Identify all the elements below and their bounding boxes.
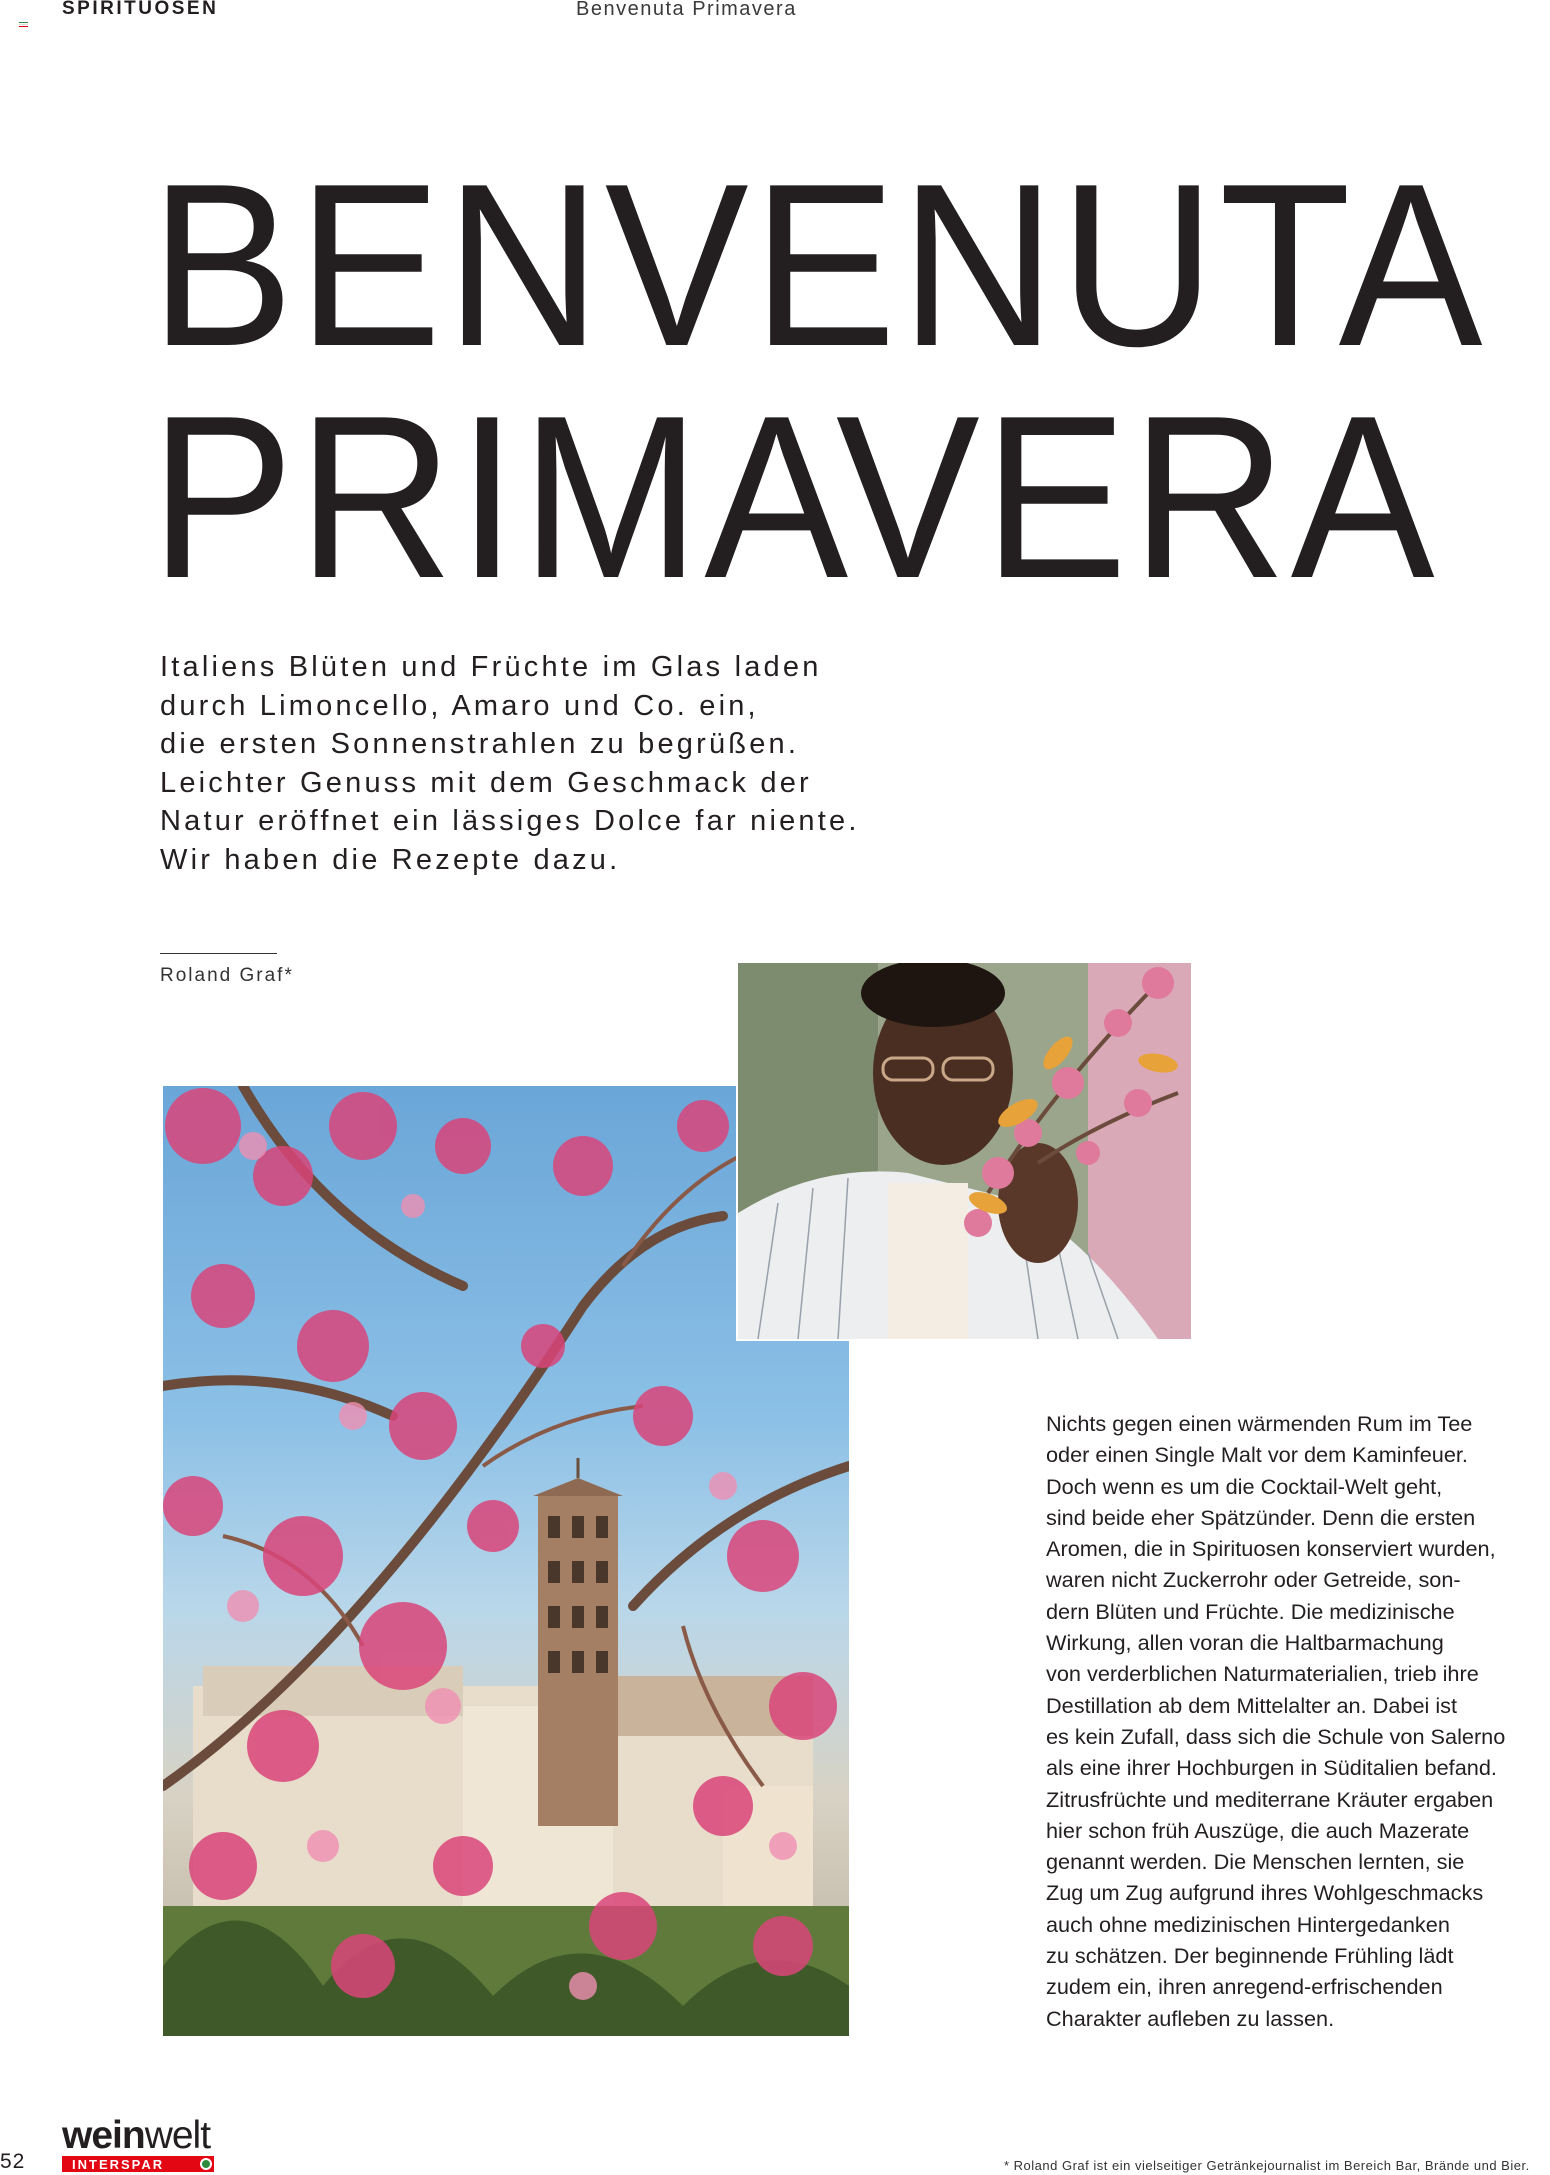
body-line: als eine ihrer Hochburgen in Süditalien befand. xyxy=(1046,1755,1497,1781)
portrait-blossom-photo xyxy=(738,963,1191,1339)
intro-line: durch Limoncello, Amaro und Co. ein, xyxy=(160,689,759,722)
body-line: sind beide eher Spätzünder. Denn die ersten xyxy=(1046,1504,1476,1530)
author-byline: Roland Graf* xyxy=(160,965,294,986)
body-line: Zug um Zug aufgrund ihres Wohlgeschmacks xyxy=(1046,1880,1484,1906)
body-line: zudem ein, ihren anregend-erfrischenden xyxy=(1046,1974,1443,2000)
body-line: oder einen Single Malt vor dem Kaminfeuer. xyxy=(1046,1442,1468,1468)
body-line: auch ohne medizinischen Hintergedanken xyxy=(1046,1911,1450,1937)
page-headline xyxy=(150,136,1487,627)
body-line: zu schätzen. Der beginnende Frühling lädt xyxy=(1046,1943,1454,1969)
author-footnote: * Roland Graf ist ein vielseitiger Getränkejournalist im Bereich Bar, Brände und Bier. xyxy=(1004,2158,1530,2173)
headline-line: PRIMAVERA xyxy=(150,368,1439,627)
body-line: waren nicht Zuckerrohr oder Getreide, son- xyxy=(1046,1567,1461,1593)
body-paragraph xyxy=(1046,1408,1526,2034)
author-divider xyxy=(160,953,277,954)
body-line: Charakter aufleben zu lassen. xyxy=(1046,2005,1335,2031)
section-label: SPIRITUOSEN xyxy=(62,0,219,19)
body-line: genannt werden. Die Menschen lernten, sie xyxy=(1046,1849,1465,1875)
intro-line: die ersten Sonnenstrahlen zu begrüßen. xyxy=(160,728,800,760)
body-line: Nichts gegen einen wärmenden Rum im Tee xyxy=(1046,1411,1473,1436)
interspar-tree-icon xyxy=(200,2158,212,2170)
logo-welt: welt xyxy=(144,2114,211,2157)
body-line: Doch wenn es um die Cocktail-Welt geht, xyxy=(1046,1473,1443,1499)
body-line: hier schon früh Auszüge, die auch Mazerate xyxy=(1046,1817,1470,1843)
intro-line: Natur eröffnet ein lässiges Dolce far niente. xyxy=(160,805,860,837)
intro-line: Leichter Genuss mit dem Geschmack der xyxy=(160,766,812,799)
page-number: 52 xyxy=(0,2150,26,2173)
body-line: Destillation ab dem Mittelalter an. Dabei ist xyxy=(1046,1692,1458,1718)
interspar-bar xyxy=(62,2156,214,2172)
body-line: es kein Zufall, dass sich die Schule von Salerno xyxy=(1046,1723,1506,1749)
intro-paragraph xyxy=(160,648,940,879)
body-line: von verderblichen Naturmaterialien, trieb ihre xyxy=(1046,1661,1479,1687)
intro-line: Italiens Blüten und Früchte im Glas laden xyxy=(160,651,822,683)
logo-wein: wein xyxy=(62,2114,145,2157)
running-header-title: Benvenuta Primavera xyxy=(576,0,797,20)
body-line: Wirkung, allen voran die Haltbarmachung xyxy=(1046,1630,1444,1656)
italian-flag-icon xyxy=(19,22,28,27)
headline-line: BENVENUTA xyxy=(150,136,1487,395)
intro-line: Wir haben die Rezepte dazu. xyxy=(160,843,621,876)
logo-wordmark xyxy=(62,2114,214,2157)
weinwelt-logo xyxy=(62,2114,214,2172)
body-line: Zitrusfrüchte und mediterrane Kräuter ergaben xyxy=(1046,1786,1494,1812)
body-line: dern Blüten und Früchte. Die medizinische xyxy=(1046,1598,1455,1624)
interspar-label: INTERSPAR xyxy=(72,2156,165,2172)
body-line: Aromen, die in Spirituosen konserviert wurden, xyxy=(1046,1536,1496,1562)
